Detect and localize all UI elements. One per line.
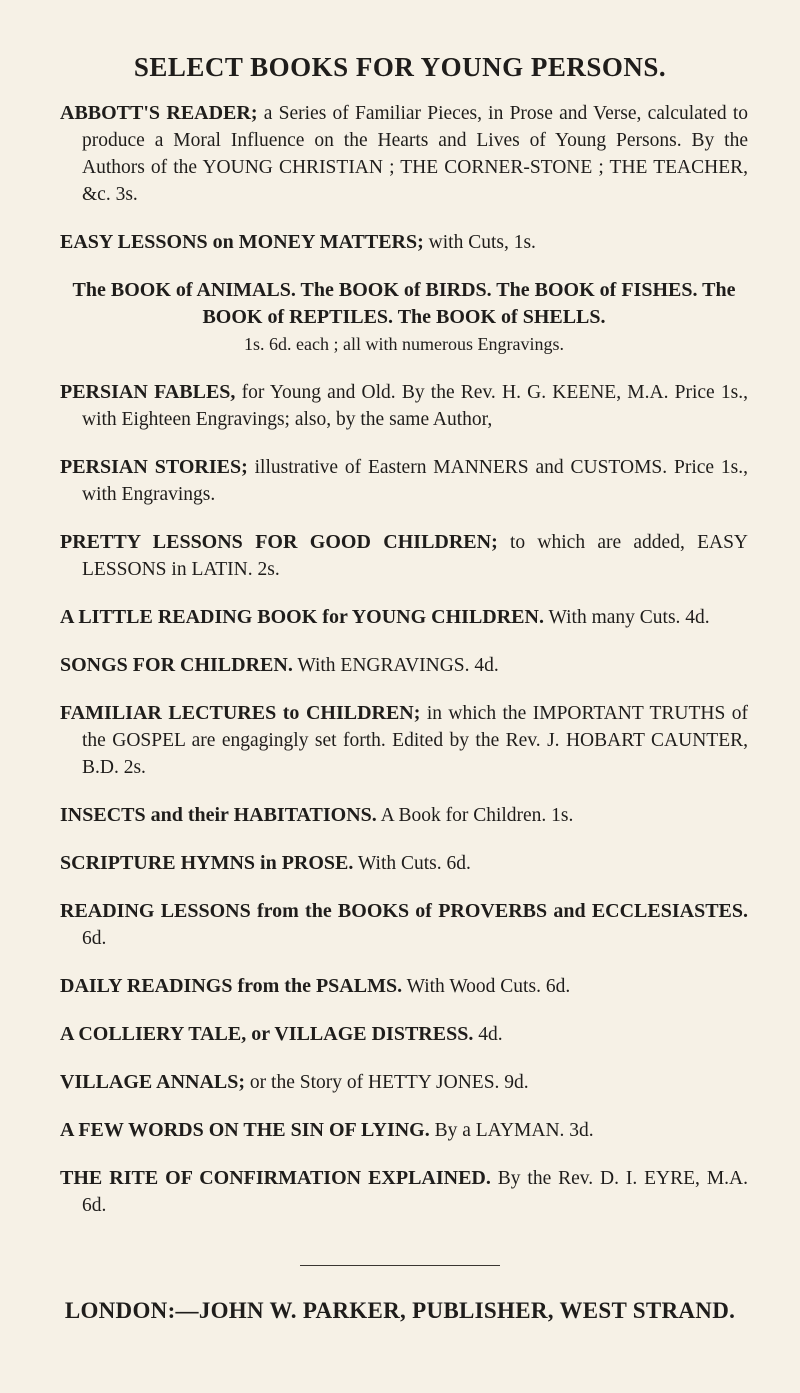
book-entry [60, 652, 748, 679]
book-title: READING LESSONS from the BOOKS of PROVERBS and ECCLESIASTES. [60, 900, 748, 922]
divider [300, 1265, 500, 1266]
book-description: 6d. [82, 928, 107, 949]
book-entry [60, 100, 748, 208]
book-title: SONGS FOR CHILDREN. [60, 654, 293, 676]
book-title: PERSIAN FABLES, [60, 381, 236, 403]
book-title: A FEW WORDS ON THE SIN OF LYING. [60, 1119, 430, 1141]
publisher-imprint: LONDON:—JOHN W. PARKER, PUBLISHER, WEST STRAND. [64, 1298, 736, 1323]
book-description: for Young and Old. By the Rev. H. G. KEENE, M.A. Price 1s., with Eighteen Engravings; also, by the same Author, [82, 382, 748, 430]
book-title: VILLAGE ANNALS; [60, 1071, 246, 1093]
book-title: A COLLIERY TALE, or VILLAGE DISTRESS. [60, 1023, 474, 1045]
book-description: to which are added, EASY LESSONS in LATIN. 2s. [82, 532, 748, 580]
book-description: a Series of Familiar Pieces, in Prose and Verse, calculated to produce a Moral Influence on the Hearts and Lives of Young Persons. By the Authors of the YOUNG CHRISTIAN ; THE CORNER-STONE ; THE TEACHER, &c. 3s. [82, 103, 748, 205]
book-entry [60, 898, 748, 952]
book-description: A Book for Children. 1s. [376, 805, 574, 826]
book-description: With Wood Cuts. 6d. [402, 976, 571, 997]
book-entry [60, 229, 748, 256]
book-entry [60, 850, 748, 877]
book-description: or the Story of HETTY JONES. 9d. [245, 1072, 529, 1093]
book-description: 4d. [473, 1024, 503, 1045]
book-title: A LITTLE READING BOOK for YOUNG CHILDREN. [60, 606, 544, 628]
book-entry [60, 379, 748, 433]
book-description: With ENGRAVINGS. 4d. [292, 655, 499, 676]
book-description: illustrative of Eastern MANNERS and CUSTOMS. Price 1s., with Engravings. [82, 457, 748, 505]
book-entry [60, 454, 748, 508]
book-entry [60, 802, 748, 829]
book-title: SCRIPTURE HYMNS in PROSE. [60, 852, 354, 874]
book-entry [60, 1117, 748, 1144]
book-description: With many Cuts. 4d. [543, 607, 710, 628]
book-title: PERSIAN STORIES; [60, 456, 248, 478]
book-description: With Cuts. 6d. [353, 853, 471, 874]
book-title: INSECTS and their HABITATIONS. [60, 804, 377, 826]
book-title: PRETTY LESSONS FOR GOOD CHILDREN; [60, 531, 498, 553]
book-description: By a LAYMAN. 3d. [429, 1120, 594, 1141]
book-entry [60, 700, 748, 781]
book-title: THE RITE OF CONFIRMATION EXPLAINED. [60, 1167, 491, 1189]
book-entry [60, 973, 748, 1000]
book-description: By the Rev. D. I. EYRE, M.A. 6d. [82, 1168, 748, 1216]
book-entry [60, 1165, 748, 1219]
book-entry [60, 1021, 748, 1048]
book-description: 1s. 6d. each ; all with numerous Engravings. [244, 334, 564, 354]
book-description: in which the IMPORTANT TRUTHS of the GOSPEL are engagingly set forth. Edited by the Rev. J. HOBART CAUNTER, B.D. 2s. [82, 703, 748, 778]
page-heading: SELECT BOOKS FOR YOUNG PERSONS. [133, 52, 667, 82]
book-list [60, 100, 748, 1240]
book-title: FAMILIAR LECTURES to CHILDREN; [60, 702, 421, 724]
book-title: The BOOK of ANIMALS. The BOOK of BIRDS. The BOOK of FISHES. The BOOK of REPTILES. The BOOK of SHELLS. [72, 279, 736, 328]
book-entry [60, 604, 748, 631]
book-entry [60, 277, 748, 358]
book-title: DAILY READINGS from the PSALMS. [60, 975, 403, 997]
book-entry [60, 529, 748, 583]
book-description: with Cuts, 1s. [423, 232, 536, 253]
book-title: ABBOTT'S READER; [60, 102, 258, 124]
book-entry [60, 1069, 748, 1096]
book-title: EASY LESSONS on MONEY MATTERS; [60, 231, 424, 253]
